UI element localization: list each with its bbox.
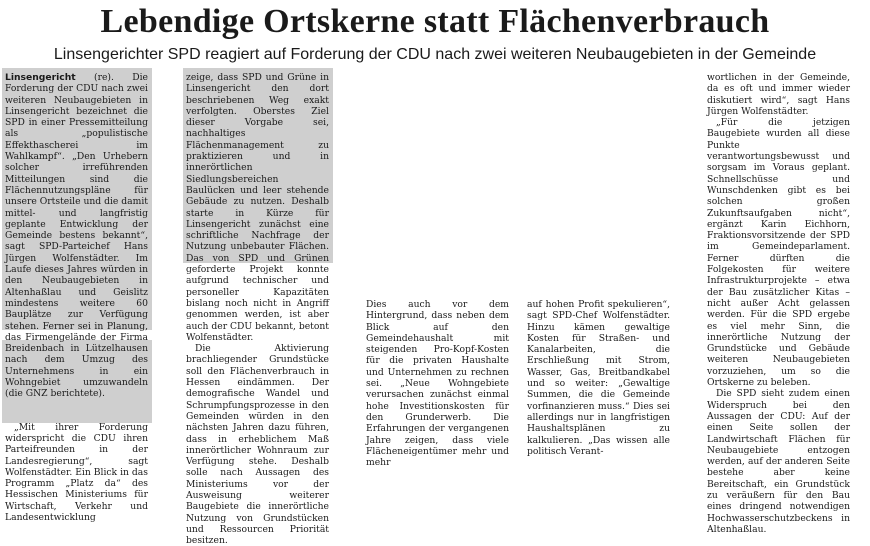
- paragraph: zeige, dass SPD und Grüne in Linsengericht den dort beschriebenen Weg exakt verfolgten. Oberstes Ziel dieser Vorgabe sei, nachhaltiges Flächenmanagement zu praktizieren und in innerörtlichen Siedlungsbereichen Baulücken und leer stehende Gebäude zu nutzen. Deshalb starte in Kürze für Linsengericht zunächst eine schriftliche Nachfrage der Nutzung unbebauter Flächen. Das von SPD und Grünen geforderte Projekt konnte aufgrund technischer und personeller Kapazitäten bislang noch nicht in Angriff genommen werden, ist aber auch der CDU bekannt, betont Wolfenstädter.: [186, 72, 329, 343]
- column-2: [186, 72, 329, 546]
- paragraph: [5, 72, 148, 400]
- column-1: [5, 72, 148, 523]
- column-3: [366, 299, 509, 468]
- article-headline: Lebendige Ortskerne statt Flächenverbrauch: [100, 3, 770, 40]
- paragraph: „Für die jetzigen Baugebiete wurden all diese Punkte verantwortungsbewusst und sorgsam im Voraus geplant. Schnellschüsse und Wunschdenken gibt es bei solchen großen Zukunftsaufgaben nicht“, ergänzt Karin Eichhorn, Fraktionsvorsitzende der SPD im Gemeindeparlament. Ferner dürften die Folgekosten für weitere Infrastrukturprojekte – etwa der Bau zusätzlicher Kitas – nicht außer Acht gelassen werden. Für die SPD ergebe es viel mehr Sinn, die innerörtliche Nutzung der Grundstücke und Gebäude weiteren Neubaugebieten vorzuziehen, um so die Ortskerne zu beleben.: [707, 117, 850, 389]
- paragraph: Dies auch vor dem Hintergrund, dass neben dem Blick auf den Gemeindehaushalt mit steigenden Pro-Kopf-Kosten für die privaten Haushalte und Unternehmen zu rechnen sei. „Neue Wohngebiete verursachen zunächst einmal hohe Investitionskosten für den Grunderwerb. Die Erfahrungen der vergangenen Jahre zeigen, dass viele Flächeneigentümer mehr und mehr: [366, 299, 509, 469]
- paragraph: „Mit ihrer Forderung widerspricht die CDU ihren Parteifreunden in der Landesregierung“, sagt Wolfenstädter. Ein Blick in das Programm „Platz da“ des Hessischen Ministeriums für Wirtschaft, Verkehr und Landesentwicklung: [5, 421, 148, 523]
- paragraph: Die Aktivierung brachliegender Grundstücke soll den Flächenverbrauch in Hessen eindämmen. Der demografische Wandel und Schrumpfungsprozesse in den Gemeinden würden in den nächsten Jahren dazu führen, dass in erheblichem Maß innerörtlicher Wohnraum zur Verfügung stehe. Deshalb solle nach Aussagen des Ministeriums vor der Ausweisung weiterer Baugebiete die innerörtliche Nutzung von Grundstücken und Ressourcen Priorität besitzen.: [186, 343, 329, 546]
- column-5: [707, 72, 850, 535]
- column-4: [527, 299, 670, 457]
- paragraph-gap: [5, 400, 148, 422]
- dateline: Linsengericht: [5, 72, 76, 83]
- paragraph: wortlichen in der Gemeinde, da es oft und immer wieder diskutiert wird“, sagt Hans Jürgen Wolfenstädter.: [707, 72, 850, 117]
- article-subheadline: Linsengerichter SPD reagiert auf Forderung der CDU nach zwei weiteren Neubaugebieten in der Gemeinde: [53, 46, 817, 63]
- paragraph-text: (re). Die Forderung der CDU nach zwei weiteren Neubaugebieten in Linsengericht bezeichnet die SPD in einer Pressemitteilung als „populistische Effekthascherei im Wahlkampf“. „Den Urhebern solcher irreführenden Mitteilungen sind die Flächennutzungspläne für unsere Ortsteile und die damit mittel- und langfristig geplante Entwicklung der Gemeinde bestens bekannt“, sagt SPD-Parteichef Hans Jürgen Wolfenstädter. Im Laufe dieses Jahres würden in den Neubaugebieten in Altenhaßlau und Geislitz mindestens weitere 60 Bauplätze zur Verfügung stehen. Ferner sei in Planung, das Firmengelände der Firma Breidenbach in Lützelhausen nach dem Umzug des Unternehmens in ein Wohngebiet umzuwandeln (die GNZ berichtete).: [5, 72, 148, 400]
- paragraph: Die SPD sieht zudem einen Widerspruch bei den Aussagen der CDU: Auf der einen Seite sollen der Landwirtschaft Flächen für Neubaugebiete entzogen werden, auf der anderen Seite bestehe aber keine Bereitschaft, ein Grundstück zu veräußern für den Bau eines dringend notwendigen Hochwasserschutzbeckens in Altenhaßlau.: [707, 388, 850, 535]
- paragraph: auf hohen Profit spekulieren“, sagt SPD-Chef Wolfenstädter. Hinzu kämen gewaltige Kosten für Straßen- und Kanalarbeiten, die Erschließung mit Strom, Wasser, Gas, Breitbandkabel und so weiter: „Gewaltige Summen, die die Gemeinde vorfinanzieren muss.“ Dies sei allerdings nur in langfristigen Haushaltsplänen zu kalkulieren. „Das wissen alle politisch Verant-: [527, 299, 670, 457]
